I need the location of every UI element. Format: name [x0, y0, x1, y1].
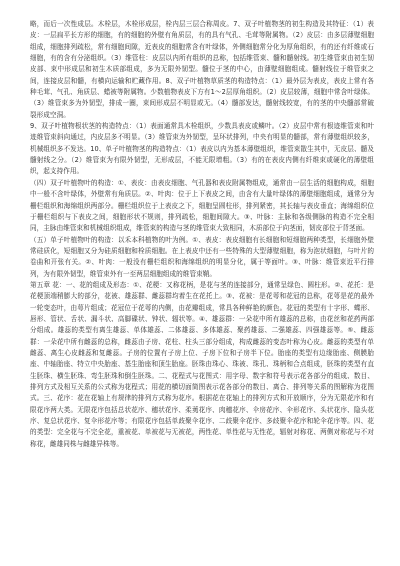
paragraph: 第五章 花：一、花的组成及形态：①、花梗：又称花柄，是花与茎的连接部分，通常呈绿色、圆柱形。②、花托：是花梗顶端稍膨大的部分，花被、雄蕊群、雌蕊群均着生在花托上。③、花被：是花萼和花冠的总称，花萼是花的最外一轮变态叶，由萼片组成；花冠位于花萼的内侧，由花瓣组成，常具各种鲜艳的颜色。花冠的类型有十字形、蝶形、唇形、管状、舌状、漏斗状、高脚碟状、钟状、辐状等。④、雄蕊群：一朵花中所有雄蕊的总称，由花丝和花药两部分组成。雄蕊的类型有离生雄蕊、单体雄蕊、二体雄蕊、多体雄蕊、聚药雄蕊、二强雄蕊、四强雄蕊等。⑤、雌蕊群：一朵花中所有雌蕊的总称，雌蕊由子房、花柱、柱头三部分组成，构成雌蕊的变态叶称为心皮。雌蕊的类型有单雌蕊、离生心皮雌蕊和复雌蕊。子房的位置有子房上位、子房下位和子房半下位。胎座的类型有边缘胎座、侧膜胎座、中轴胎座、特立中央胎座、基生胎座和顶生胎座。胚珠由珠心、珠被、珠孔、珠柄和合点组成，胚珠的类型有直生胚珠、横生胚珠、弯生胚珠和倒生胚珠。二、花程式与花图式：用字母、数字和符号表示花各部分的组成、数目、排列方式及相互关系的公式称为花程式；用花的横切面简图表示花各部分的数目、离合、排列等关系的图解称为花图式。三、花序：花在花轴上有规律的排列方式称为花序。根据花在花轴上的排列方式和开放顺序，分为无限花序和有限花序两大类。无限花序包括总状花序、穗状花序、柔荑花序、肉穗花序、伞房花序、伞形花序、头状花序、隐头花序、复总状花序、复伞形花序等；有限花序包括单歧聚伞花序、二歧聚伞花序、多歧聚伞花序和轮伞花序等。四、花的类型：完全花与不完全花，重被花、单被花与无被花，两性花、单性花与无性花，辐射对称花、两侧对称花与不对称花，雌雄同株与雌雄异株等。: [30, 280, 374, 448]
paragraph: （五）单子叶植物叶的构造：以禾本科植物的叶为例。①、表皮：表皮细胞有长细胞和短细胞两种类型，长细胞外壁常硅质化，短细胞又分为硅质细胞和栓质细胞。在上表皮中还有一些特殊的大型薄壁细胞，称为泡状细胞，与叶片的卷曲和开张有关。②、叶肉：一般没有栅栏组织和海绵组织的明显分化，属于等面叶。③、叶脉：维管束近平行排列，为有限外韧型，维管束外有一至两层细胞组成的维管束鞘。: [30, 235, 374, 278]
document-body: [30, 19, 374, 552]
paragraph: 略，而后一次性成层。木栓层，木栓形成层，栓内层三层合称周皮。7、双子叶植物茎的初生构造及其特征：（1）表皮：一层扁平长方形的细胞，有的细胞的外壁有角质层，有的具有气孔、毛茸等附属物。（2）皮层：由多层薄壁细胞组成，细胞排列疏松，常有细胞间隙，近表皮的细胞常含有叶绿体，外侧细胞常分化为厚角组织，有的还有纤维或石细胞，有的含有分泌组织。（3）维管柱：皮层以内所有组织的总称，包括维管束、髓和髓射线。初生维管束由初生韧皮部、束中形成层和初生木质部组成，多为无限外韧型。髓位于茎的中心，由薄壁细胞组成。髓射线位于维管束之间，连接皮层和髓，有横向运输和贮藏作用。8、双子叶植物草质茎的构造特点：（1）最外层为表皮，表皮上常有各种毛茸、气孔、角质层、蜡被等附属物。少数植物表皮下方有1～2层厚角组织。（2）皮层较薄，细胞中常含叶绿体。（3）维管束多为外韧型，排成一圈，束间形成层不明显或无。（4）髓部发达，髓射线较宽，有的茎的中央髓部常破裂形成空洞。: [30, 20, 374, 119]
paragraph: 9、双子叶植物根状茎的构造特点：（1）表面通常具木栓组织，少数具表皮或鳞叶。（2）皮层中常有根迹维管束和叶迹维管束斜向通过，内皮层多不明显。（3）维管束为外韧型，呈环状排列，中央有明显的髓部，常有薄壁组织较多，机械组织多不发达。10、单子叶植物茎的构造特点：（1）表皮以内为基本薄壁组织，维管束散生其中，无皮层、髓及髓射线之分。（2）维管束为有限外韧型，无形成层，不能无限增粗。（3）有的在表皮内侧有纤维束或硬化的薄壁组织，起支持作用。: [30, 122, 374, 176]
paragraph: （四）双子叶植物叶的构造：①、表皮：由表皮细胞、气孔器和表皮附属物组成，通常由一层生活的细胞构成，细胞中一般不含叶绿体，外壁常有角质层。②、叶肉：位于上下表皮之间，由含有大量叶绿体的薄壁细胞组成，通常分为栅栏组织和海绵组织两部分。栅栏组织位于上表皮之下，细胞呈圆柱形，排列紧密，其长轴与表皮垂直；海绵组织位于栅栏组织与下表皮之间，细胞形状不规则，排列疏松，细胞间隙大。③、叶脉：主脉和各级侧脉的构造不完全相同，主脉由维管束和机械组织组成，维管束的构造与茎的维管束大致相同，木质部位于向茎面，韧皮部位于背茎面。: [30, 178, 374, 233]
